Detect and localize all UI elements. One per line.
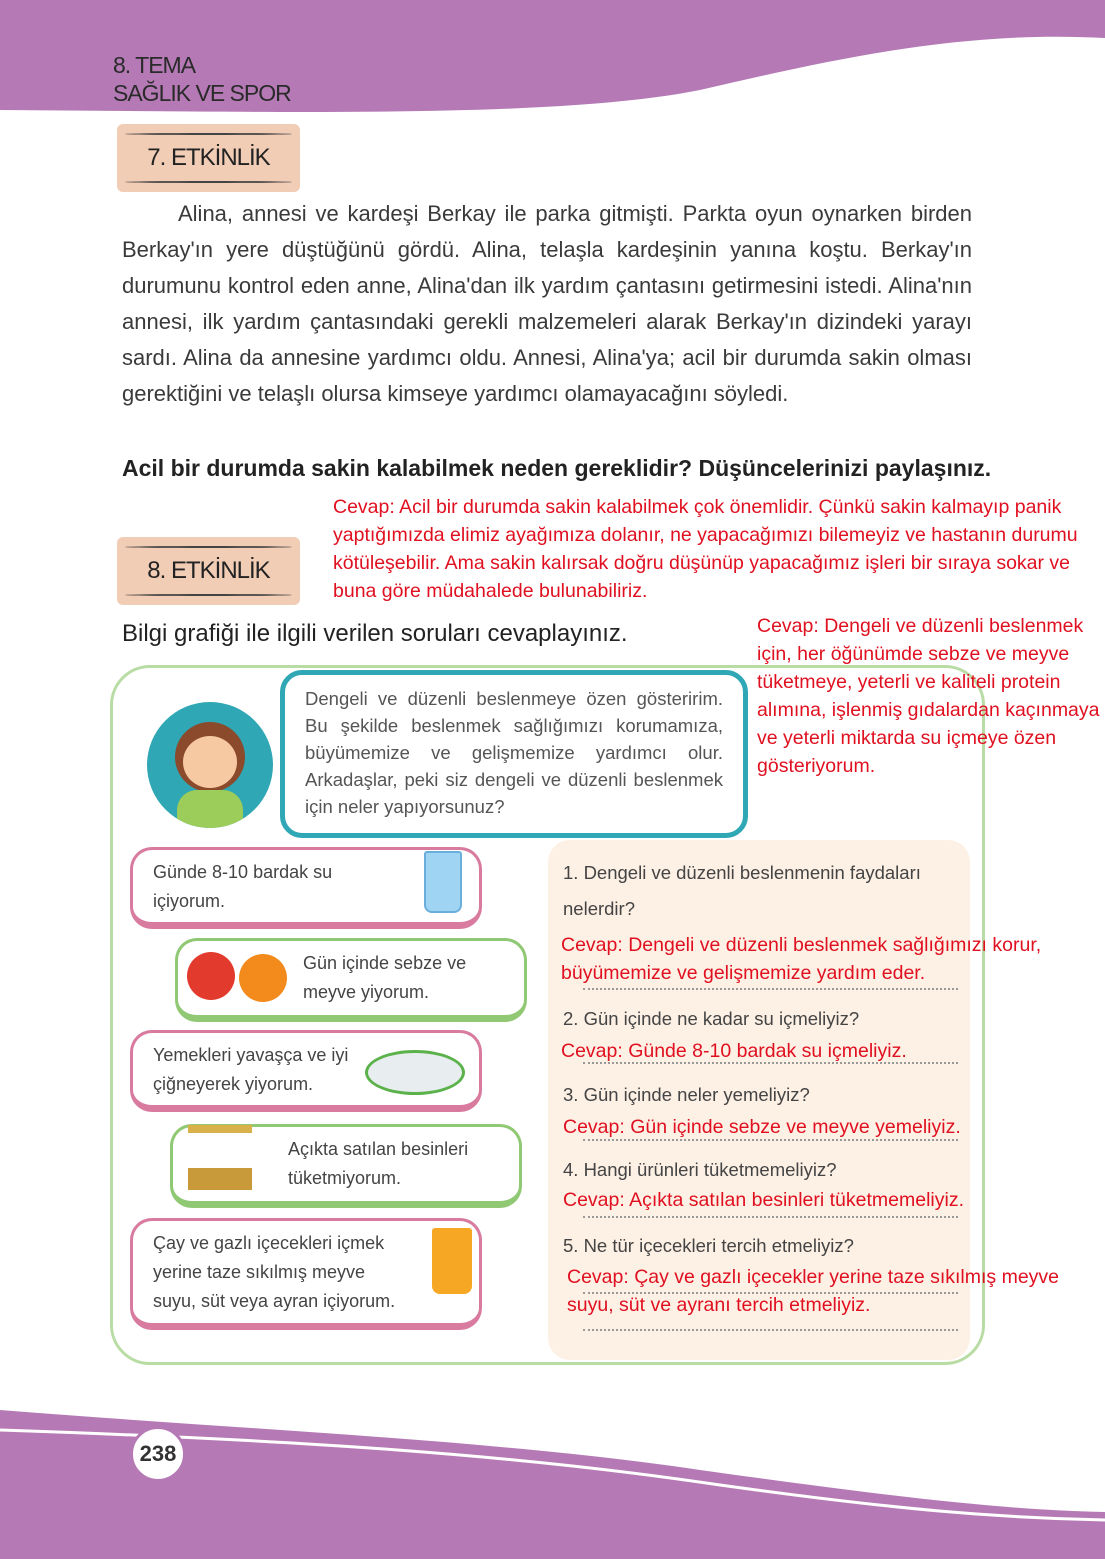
answer-4: Cevap: Açıkta satılan besinleri tüketmemeliyiz. xyxy=(563,1189,965,1211)
water-glass-icon xyxy=(424,851,462,913)
activity-7-answer: Cevap: Acil bir durumda sakin kalabilmek çok önemlidir. Çünkü sakin kalmayıp panik yaptığımızda elimiz ayağımıza dolanır, ne yapacağımızı bilemeyiz ve hastanın durumu kötüleşebilir. Ama sakin kalırsak doğru düşünüp yapacağımız işleri bir sıraya sokar ve buna göre müdahalede bulunabiliriz. xyxy=(333,496,1078,602)
question-3: 3. Gün içinde neler yemeliyiz? xyxy=(563,1084,810,1105)
activity-8-answer: Cevap: Dengeli ve düzenli beslenmek için, her öğünümde sebze ve meyve tüketmeye, yeterli ve kaliteli protein alımına, işlenmiş gıdalardan kaçınmaya ve yeterli miktarda su içmeye özen gösteriyorum. xyxy=(757,615,1100,777)
apple-icon xyxy=(187,952,235,1000)
question-5: 5. Ne tür içecekleri tercih etmeliyiz? xyxy=(563,1235,854,1256)
answer-line xyxy=(583,1292,958,1294)
theme-title: SAĞLIK VE SPOR xyxy=(113,80,291,106)
juice-glass-icon xyxy=(432,1228,472,1294)
salad-plate-icon xyxy=(365,1050,465,1095)
girl-avatar xyxy=(147,702,273,828)
story-paragraph: Alina, annesi ve kardeşi Berkay ile parka gitmişti. Parkta oyun oynarken birden Berkay'ın yere düştüğünü gördü. Alina, telaşla kardeşinin yanına koştu. Berkay'ın durumunu kontrol eden anne, Alina'dan ilk yardım çantasını getirmesini istedi. Alina'nın annesi, ilk yardım çantasındaki gerekli malzemeleri alarak Berkay'ın dizindeki yarayı sardı. Alina da annesine yardımcı oldu. Annesi, Alina'ya; acil bir durumda sakin olması gerektiğini ve telaşlı olursa kimseye yardımcı olamayacağını söyledi. xyxy=(122,201,972,406)
activity-8-instruction: Bilgi grafiği ile ilgili verilen soruları cevaplayınız. xyxy=(122,620,628,647)
activity-8-badge: 8. ETKİNLİK xyxy=(117,537,300,605)
tip-water: Günde 8-10 bardak su içiyorum. xyxy=(130,847,482,929)
activity-7-question: Acil bir durumda sakin kalabilmek neden gereklidir? Düşüncelerinizi paylaşınız. xyxy=(122,455,992,481)
question-2: 2. Gün içinde ne kadar su içmeliyiz? xyxy=(563,1008,860,1029)
answer-line xyxy=(583,1329,958,1331)
tip-fruit-vegetable: Gün içinde sebze ve meyve yiyorum. xyxy=(175,938,527,1022)
page-number: 238 xyxy=(130,1426,186,1482)
answer-line xyxy=(583,1139,958,1141)
theme-number: 8. TEMA xyxy=(113,52,196,78)
tip-chew-slowly: Yemekleri yavaşça ve iyi çiğneyerek yiyorum. xyxy=(130,1030,482,1112)
speech-bubble: Dengeli ve düzenli beslenmeye özen gösteririm. Bu şekilde beslenmek sağlığımızı korumamıza, büyümemize ve gelişmemize yardımcı olur. Arkadaşlar, peki siz dengeli ve düzenli beslenmek için neler yapıyorsunuz? xyxy=(280,670,748,838)
answer-line xyxy=(583,1062,958,1064)
answer-line xyxy=(583,988,958,990)
food-cart-icon xyxy=(188,1125,252,1190)
activity-7-badge: 7. ETKİNLİK xyxy=(117,124,300,192)
answer-line xyxy=(583,1216,958,1218)
tip-drinks: Çay ve gazlı içecekleri içmek yerine taze sıkılmış meyve suyu, süt veya ayran içiyorum. xyxy=(130,1218,482,1330)
answer-2: Cevap: Günde 8-10 bardak su içmeliyiz. xyxy=(561,1040,907,1062)
question-1: 1. Dengeli ve düzenli beslenmenin faydaları nelerdir? xyxy=(563,862,921,919)
tip-street-food: Açıkta satılan besinleri tüketmiyorum. xyxy=(170,1124,522,1208)
answer-5: Cevap: Çay ve gazlı içecekler yerine taze sıkılmış meyve suyu, süt ve ayranı tercih etmeliyiz. xyxy=(567,1266,1060,1316)
answer-3: Cevap: Gün içinde sebze ve meyve yemeliyiz. xyxy=(563,1116,961,1138)
question-4: 4. Hangi ürünleri tüketmemeliyiz? xyxy=(563,1159,837,1180)
orange-icon xyxy=(239,954,287,1002)
answer-1: Cevap: Dengeli ve düzenli beslenmek sağlığımızı korur, büyümemize ve gelişmemize yardım eder. xyxy=(561,934,1042,984)
